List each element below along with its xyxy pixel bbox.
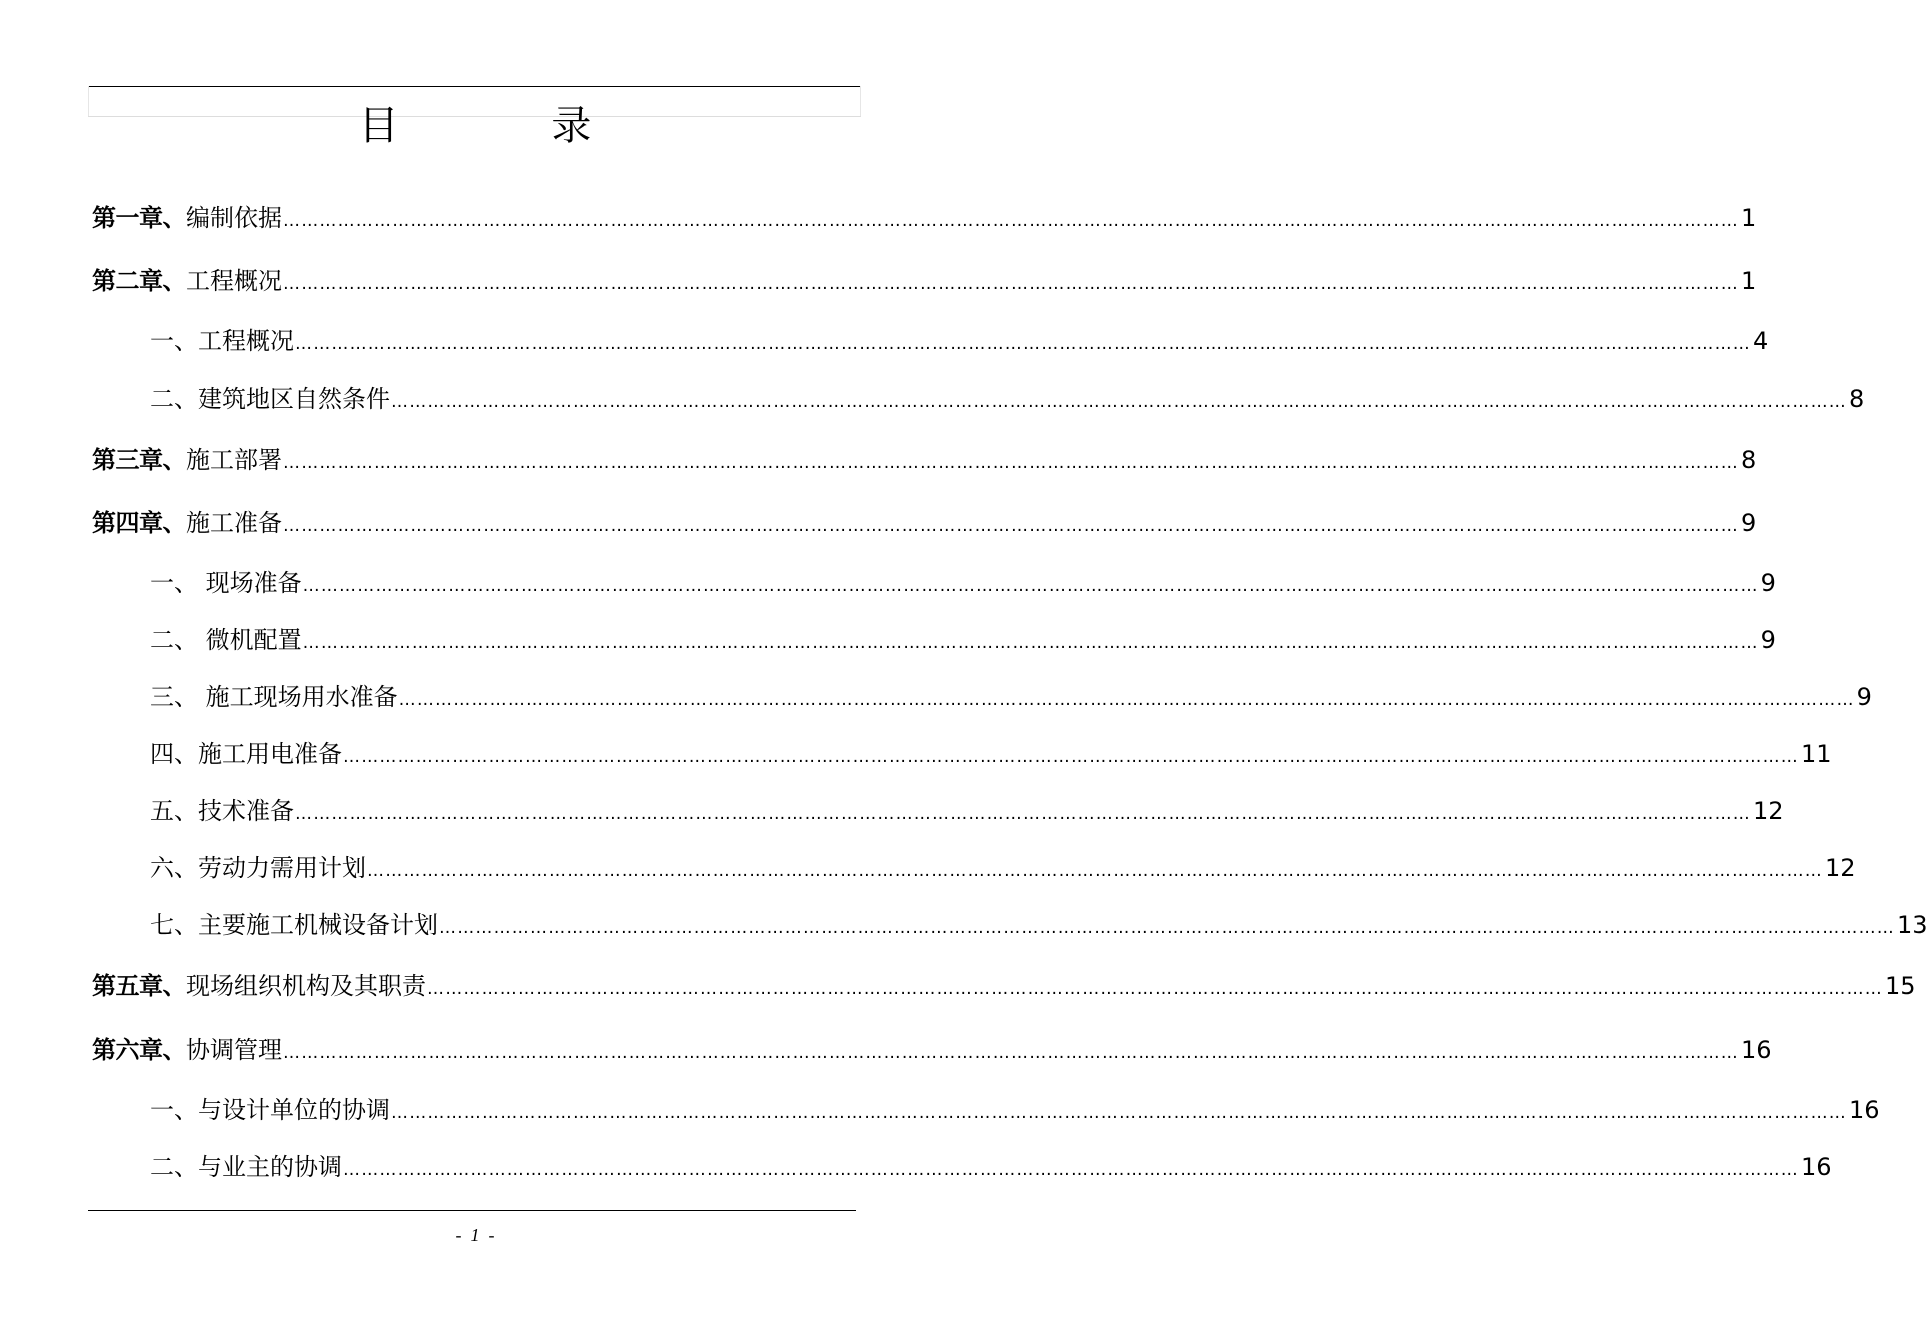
toc-entry-title: 四、施工用电准备	[150, 740, 342, 768]
toc-entry-page: 4	[1753, 327, 1769, 355]
toc-entry[interactable]	[150, 1092, 1880, 1128]
toc-entry-page: 9	[1760, 569, 1776, 597]
toc-entry-title: 七、主要施工机械设备计划	[150, 911, 438, 939]
toc-entry[interactable]	[92, 442, 1757, 478]
toc-entry-leader: ……………………………………………………………………………………………………………………………………………………………………………………………………………………	[295, 334, 1751, 354]
toc-entry-chapter: 第一章、	[92, 204, 186, 232]
toc-entry-leader: ……………………………………………………………………………………………………………………………………………………………………………………………………………………	[295, 804, 1751, 824]
toc-entry-page: 13	[1897, 911, 1928, 939]
toc-entry-title: 工程概况	[186, 267, 282, 295]
toc-entry-leader: ……………………………………………………………………………………………………………………………………………………………………………………………………………………	[398, 690, 1855, 710]
toc-entry-title: 施工准备	[186, 509, 282, 537]
toc-entry-leader: ……………………………………………………………………………………………………………………………………………………………………………………………………………………	[283, 453, 1739, 473]
toc-entry[interactable]	[92, 1032, 1772, 1068]
toc-entry-leader: ……………………………………………………………………………………………………………………………………………………………………………………………………………………	[283, 516, 1739, 536]
toc-entry-title: 施工部署	[186, 446, 282, 474]
toc-entry-chapter: 第三章、	[92, 446, 186, 474]
toc-entry-leader: ……………………………………………………………………………………………………………………………………………………………………………………………………………………	[302, 633, 1759, 653]
toc-entry-title: 二、 微机配置	[150, 626, 302, 654]
toc-entry-chapter: 第四章、	[92, 509, 186, 537]
toc-entry-title: 三、 施工现场用水准备	[150, 683, 398, 711]
toc-entry-title: 一、 现场准备	[150, 569, 302, 597]
toc-entry-leader: ……………………………………………………………………………………………………………………………………………………………………………………………………………………	[439, 918, 1895, 938]
toc-entry-page: 9	[1760, 626, 1776, 654]
toc-entry-chapter: 第二章、	[92, 267, 186, 295]
toc-entry[interactable]	[150, 850, 1856, 886]
toc-entry-leader: ……………………………………………………………………………………………………………………………………………………………………………………………………………………	[391, 1103, 1847, 1123]
toc-entry[interactable]	[150, 793, 1784, 829]
toc-entry-page: 8	[1849, 385, 1865, 413]
toc-entry[interactable]	[150, 679, 1872, 715]
toc-entry-page: 16	[1741, 1036, 1772, 1064]
toc-entry[interactable]	[150, 381, 1865, 417]
toc-entry[interactable]	[92, 968, 1916, 1004]
footer-rule	[88, 1210, 856, 1211]
toc-entry-leader: ……………………………………………………………………………………………………………………………………………………………………………………………………………………	[391, 392, 1847, 412]
toc-entry-page: 1	[1741, 204, 1757, 232]
toc-entry-chapter: 第六章、	[92, 1036, 186, 1064]
toc-entry-title: 六、劳动力需用计划	[150, 854, 366, 882]
toc-entry-title: 二、与业主的协调	[150, 1153, 342, 1181]
toc-entry-page: 11	[1801, 740, 1832, 768]
toc-entry-page: 12	[1753, 797, 1784, 825]
toc-entry[interactable]	[150, 907, 1928, 943]
toc-entry[interactable]	[150, 565, 1776, 601]
toc-entry[interactable]	[150, 736, 1832, 772]
toc-entry-page: 9	[1741, 509, 1757, 537]
toc-entry-leader: ……………………………………………………………………………………………………………………………………………………………………………………………………………………	[283, 1043, 1739, 1063]
toc-entry-title: 现场组织机构及其职责	[186, 972, 426, 1000]
toc-entry-leader: ……………………………………………………………………………………………………………………………………………………………………………………………………………………	[367, 861, 1823, 881]
toc-entry-page: 12	[1825, 854, 1856, 882]
toc-entry-title: 编制依据	[186, 204, 282, 232]
toc-entry-chapter: 第五章、	[92, 972, 186, 1000]
toc-entry-page: 15	[1885, 972, 1916, 1000]
toc-entry[interactable]	[150, 323, 1769, 359]
toc-entry[interactable]	[92, 200, 1757, 236]
toc-entry-page: 8	[1741, 446, 1757, 474]
toc-entry-leader: ……………………………………………………………………………………………………………………………………………………………………………………………………………………	[427, 979, 1883, 999]
toc-entry-page: 16	[1849, 1096, 1880, 1124]
toc-entry-leader: ……………………………………………………………………………………………………………………………………………………………………………………………………………………	[283, 211, 1739, 231]
toc-entry-leader: ……………………………………………………………………………………………………………………………………………………………………………………………………………………	[343, 747, 1799, 767]
toc-entry[interactable]	[150, 1149, 1832, 1185]
toc-entry-title: 一、工程概况	[150, 327, 294, 355]
toc-entry-title: 一、与设计单位的协调	[150, 1096, 390, 1124]
toc-entry-title: 二、建筑地区自然条件	[150, 385, 390, 413]
toc-entry-leader: ……………………………………………………………………………………………………………………………………………………………………………………………………………………	[283, 274, 1739, 294]
toc-entry[interactable]	[92, 263, 1757, 299]
toc-entry-leader: ……………………………………………………………………………………………………………………………………………………………………………………………………………………	[302, 576, 1759, 596]
toc-entry[interactable]	[92, 505, 1757, 541]
toc-entry-page: 9	[1856, 683, 1872, 711]
toc-entry-leader: ……………………………………………………………………………………………………………………………………………………………………………………………………………………	[343, 1160, 1799, 1180]
toc-entry-page: 16	[1801, 1153, 1832, 1181]
toc-entry-title: 五、技术准备	[150, 797, 294, 825]
page-title: 目 录	[358, 103, 662, 149]
toc-entry-page: 1	[1741, 267, 1757, 295]
toc-entry-title: 协调管理	[186, 1036, 282, 1064]
page-number: - 1 -	[455, 1225, 495, 1245]
toc-entry[interactable]	[150, 622, 1776, 658]
